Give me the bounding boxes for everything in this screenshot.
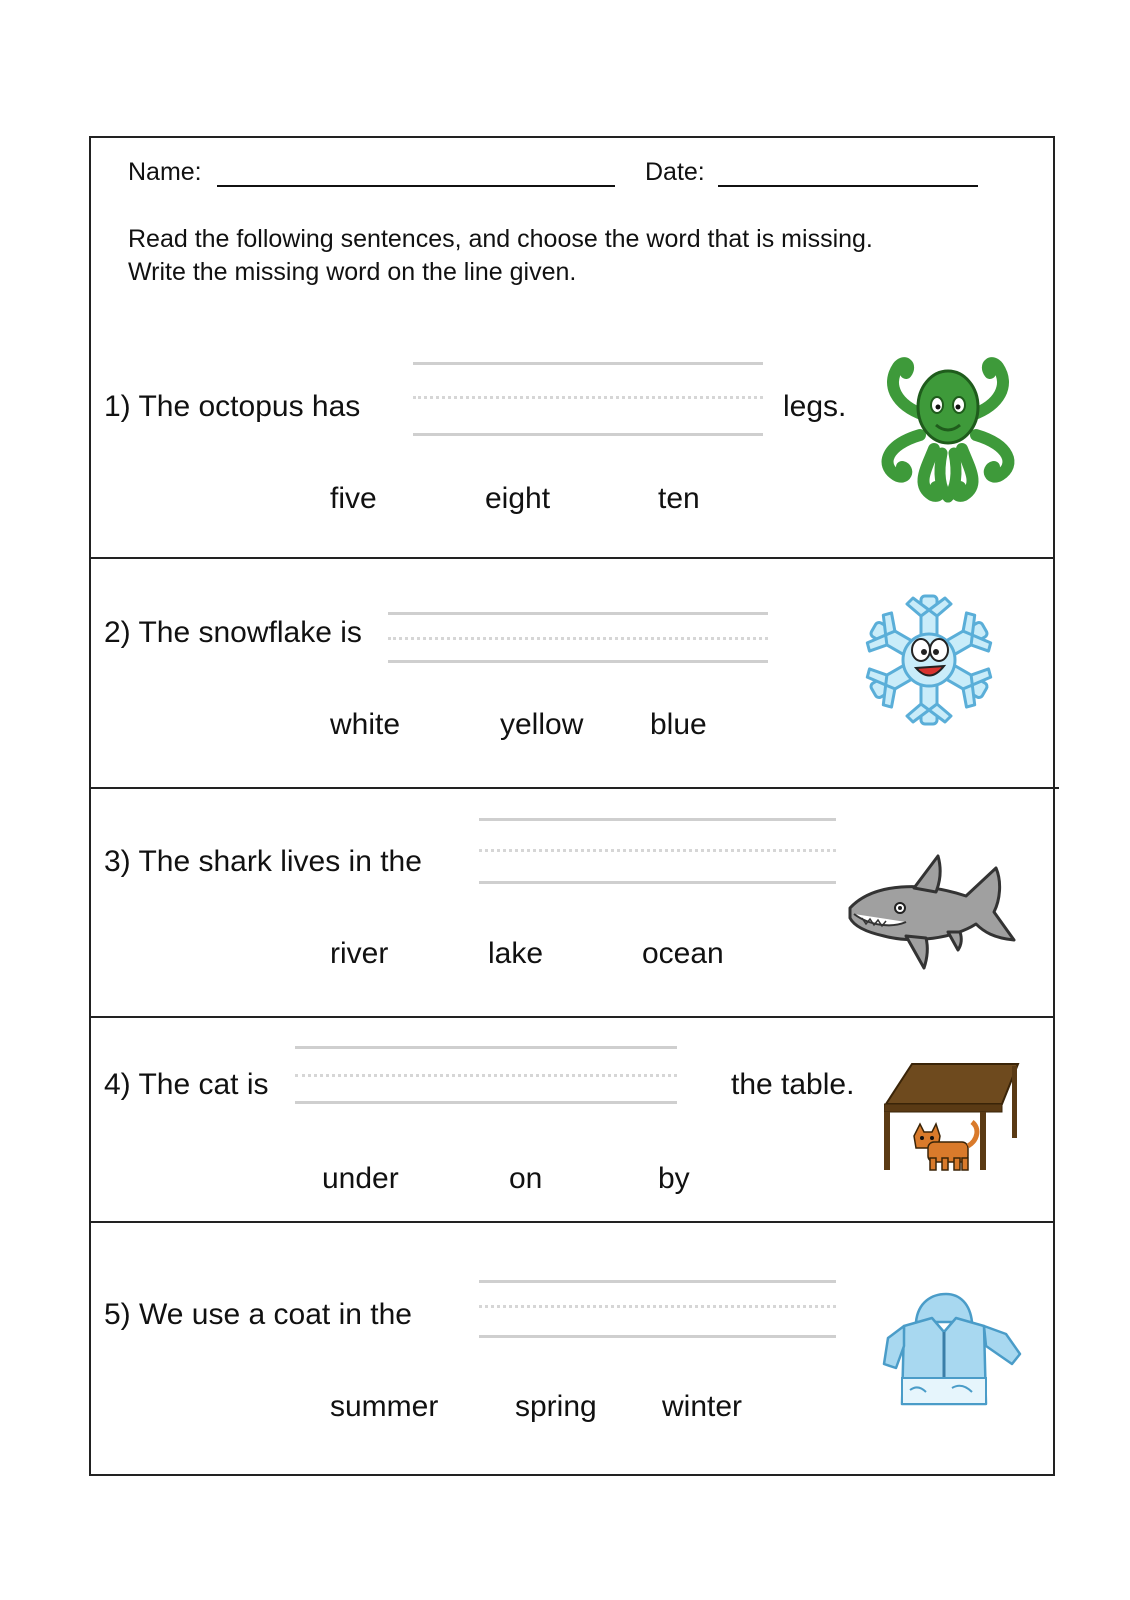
answer-line-dotted[interactable] <box>479 1305 836 1308</box>
date-label: Date: <box>645 158 705 186</box>
question-1-prompt: 1) The octopus has <box>104 390 361 423</box>
question-1-option[interactable]: five <box>330 482 377 515</box>
section-divider <box>89 557 1055 559</box>
answer-line-bottom <box>388 660 768 663</box>
answer-line-bottom <box>295 1101 677 1104</box>
question-4-option[interactable]: on <box>509 1162 543 1195</box>
answer-line-bottom <box>413 433 763 436</box>
octopus-icon <box>876 345 1020 505</box>
instruction-line-2: Write the missing word on the line given. <box>128 258 577 286</box>
question-4-option[interactable]: under <box>322 1162 399 1195</box>
cat-under-table-icon <box>884 1062 1020 1172</box>
question-4-suffix: the table. <box>731 1068 855 1101</box>
answer-line-top <box>388 612 768 615</box>
answer-line-bottom <box>479 1335 836 1338</box>
question-5-option[interactable]: summer <box>330 1390 439 1423</box>
name-label: Name: <box>128 158 202 186</box>
answer-line-top <box>479 818 836 821</box>
section-divider <box>89 1221 1055 1223</box>
question-2-option[interactable]: white <box>330 708 401 741</box>
answer-line-dotted[interactable] <box>295 1074 677 1077</box>
snowflake-icon <box>846 592 1012 728</box>
question-3-option[interactable]: river <box>330 937 389 970</box>
date-field-line[interactable] <box>718 185 978 187</box>
instructions <box>128 223 988 289</box>
coat-icon <box>882 1292 1022 1406</box>
question-4-prompt: 4) The cat is <box>104 1068 269 1101</box>
answer-line-top <box>479 1280 836 1283</box>
question-1-option[interactable]: ten <box>658 482 700 515</box>
question-1-option[interactable]: eight <box>485 482 551 515</box>
answer-line-top <box>295 1046 677 1049</box>
answer-line-dotted[interactable] <box>413 396 763 399</box>
question-4-option[interactable]: by <box>658 1162 690 1195</box>
question-1-suffix: legs. <box>783 390 847 423</box>
question-3-prompt: 3) The shark lives in the <box>104 845 422 878</box>
section-divider <box>89 787 1059 789</box>
question-5-prompt: 5) We use a coat in the <box>104 1298 412 1331</box>
answer-line-bottom <box>479 881 836 884</box>
worksheet-border <box>89 136 1055 1476</box>
question-3-option[interactable]: ocean <box>642 937 724 970</box>
shark-icon <box>844 852 1020 980</box>
answer-line-dotted[interactable] <box>479 849 836 852</box>
question-3-option[interactable]: lake <box>488 937 544 970</box>
instruction-line-1: Read the following sentences, and choose the word that is missing. <box>128 225 873 253</box>
answer-line-dotted[interactable] <box>388 637 768 640</box>
name-field-line[interactable] <box>217 185 615 187</box>
section-divider <box>89 1016 1055 1018</box>
question-5-option[interactable]: spring <box>515 1390 597 1423</box>
question-2-prompt: 2) The snowflake is <box>104 616 362 649</box>
question-5-option[interactable]: winter <box>662 1390 743 1423</box>
question-2-option[interactable]: blue <box>650 708 707 741</box>
question-2-option[interactable]: yellow <box>500 708 584 741</box>
answer-line-top <box>413 362 763 365</box>
